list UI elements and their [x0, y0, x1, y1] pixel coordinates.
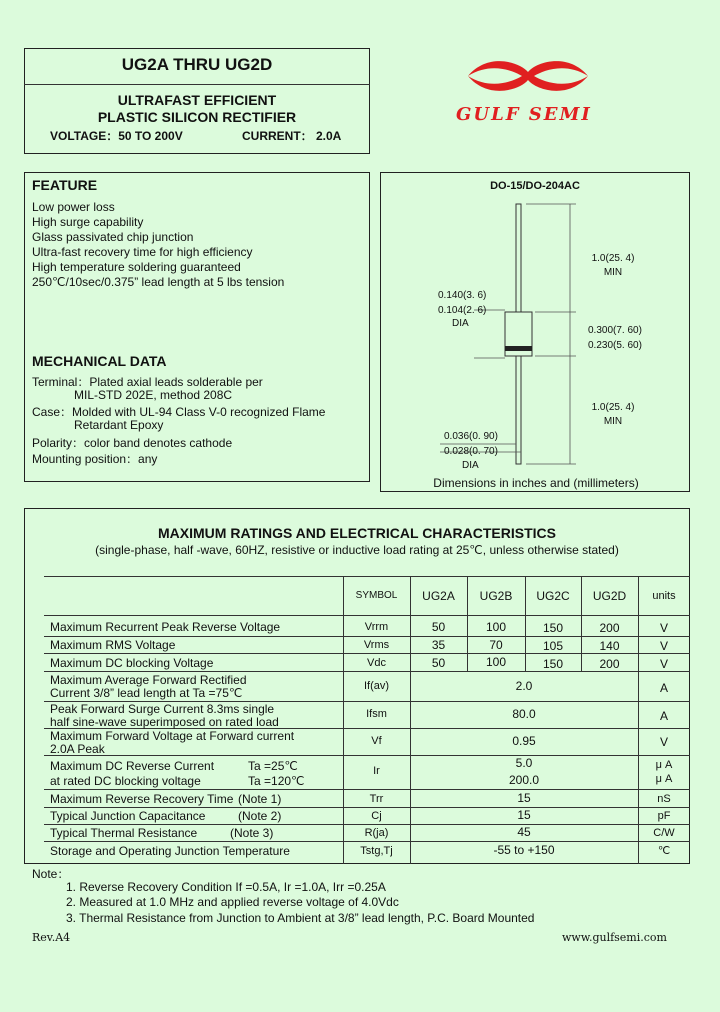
symbol-cell: Vrms — [363, 639, 390, 651]
lead-length-top-min: MIN — [603, 267, 623, 278]
notes-heading: Note： — [32, 867, 70, 881]
col-header-ug2d: UG2D — [592, 589, 627, 603]
note-item: 1. Reverse Recovery Condition If =0.5A, Ir =1.0A, Irr =0.25A — [66, 880, 386, 894]
param-label: half sine-wave superimposed on rated load — [50, 715, 279, 729]
symbol-cell: Trr — [369, 793, 384, 805]
ratings-title: MAXIMUM RATINGS AND ELECTRICAL CHARACTERISTICS — [158, 525, 556, 541]
gulf-semi-logo — [448, 54, 608, 106]
value-cell: 0.95 — [512, 734, 536, 748]
feature-item: High temperature soldering guaranteed — [32, 260, 241, 274]
revision-label: Rev.A4 — [32, 931, 71, 944]
col-header-units: units — [652, 590, 676, 602]
feature-item: High surge capability — [32, 215, 144, 229]
symbol-cell: Vf — [371, 735, 382, 747]
value-cell: 2.0 — [515, 679, 533, 693]
body-dia-max: 0.140(3. 6) — [438, 290, 487, 301]
value-cell: 80.0 — [512, 707, 536, 721]
param-condition: Ta =25℃ — [248, 759, 298, 773]
unit-cell: C/W — [653, 827, 675, 839]
body-len-min: 0.230(5. 60) — [588, 340, 642, 351]
lead-dia-label: DIA — [462, 460, 479, 471]
mech-heading: MECHANICAL DATA — [32, 353, 167, 369]
col-header-ug2c: UG2C — [536, 589, 570, 603]
value-cell: -55 to +150 — [493, 843, 555, 857]
lead-dia-max: 0.036(0. 90) — [444, 431, 498, 442]
col-header-ug2b: UG2B — [479, 589, 513, 603]
body-len-max: 0.300(7. 60) — [588, 325, 642, 336]
logo-text: GULF SEMI — [456, 104, 592, 125]
value-cell: 50 — [431, 656, 446, 670]
param-note: (Note 3) — [230, 826, 274, 840]
diode-outline-drawing — [380, 172, 690, 492]
package-name: DO-15/DO-204AC — [490, 180, 580, 192]
value-cell: 200 — [599, 621, 620, 635]
unit-cell: V — [659, 639, 668, 653]
symbol-cell: Vdc — [367, 657, 386, 669]
symbol-cell: If(av) — [363, 680, 390, 692]
param-label: Storage and Operating Junction Temperature — [50, 844, 290, 858]
unit-cell: ℃ — [657, 845, 671, 857]
param-label: Maximum DC Reverse Current — [50, 759, 215, 773]
unit-cell: pF — [657, 810, 671, 822]
param-label: Typical Thermal Resistance — [50, 826, 198, 840]
unit-cell: μ A — [655, 759, 673, 771]
mech-line: Polarity：color band denotes cathode — [32, 436, 233, 450]
body-dia-label: DIA — [452, 318, 469, 329]
website-link[interactable]: www.gulfsemi.com — [562, 931, 667, 944]
mech-line: MIL-STD 202E, method 208C — [74, 388, 233, 402]
unit-cell: nS — [657, 793, 671, 805]
param-label: Peak Forward Surge Current 8.3ms single — [50, 702, 275, 716]
param-label: Maximum RMS Voltage — [50, 638, 176, 652]
value-cell: 150 — [542, 621, 564, 635]
param-label: Maximum DC blocking Voltage — [50, 656, 214, 670]
param-note: (Note 2) — [238, 809, 282, 823]
value-cell: 150 — [542, 657, 564, 671]
param-label: Typical Junction Capacitance — [50, 809, 206, 823]
feature-item: Ultra-fast recovery time for high efficiency — [32, 245, 253, 259]
current-rating: CURRENT： 2.0A — [242, 129, 342, 143]
value-cell: 15 — [517, 791, 531, 805]
param-label: Maximum Recurrent Peak Reverse Voltage — [50, 620, 281, 634]
lead-length-top: 1.0(25. 4) — [591, 253, 635, 264]
mech-line: Terminal：Plated axial leads solderable per — [32, 375, 263, 389]
feature-item: Low power loss — [32, 200, 115, 214]
symbol-cell: Tstg,Tj — [360, 845, 393, 857]
voltage-rating: VOLTAGE：50 TO 200V — [50, 129, 183, 143]
symbol-cell: Ifsm — [366, 708, 387, 720]
mech-line: Case：Molded with UL-94 Class V-0 recognized Flame — [32, 405, 326, 419]
note-item: 2. Measured at 1.0 MHz and applied reverse voltage of 4.0Vdc — [66, 895, 399, 909]
param-label: at rated DC blocking voltage — [50, 774, 201, 788]
ratings-subtitle: (single-phase, half -wave, 60HZ, resistive or inductive load rating at 25℃, unless otherwise stated) — [95, 543, 619, 557]
unit-cell: V — [659, 621, 668, 635]
value-cell: 45 — [517, 825, 531, 839]
lead-length-bottom-min: MIN — [603, 416, 623, 427]
value-cell: 200 — [599, 657, 620, 671]
feature-heading: FEATURE — [32, 177, 98, 193]
unit-cell: μ A — [655, 773, 673, 785]
unit-cell: A — [659, 681, 668, 695]
param-label: Maximum Reverse Recovery Time — [50, 792, 234, 806]
symbol-cell: Ir — [373, 765, 380, 777]
param-condition: Ta =120℃ — [248, 774, 305, 788]
value-cell: 105 — [542, 639, 564, 653]
symbol-cell: Cj — [371, 810, 382, 822]
feature-item: 250℃/10sec/0.375” lead length at 5 lbs tension — [32, 275, 285, 289]
value-cell: 50 — [431, 620, 446, 634]
body-dia-min: 0.104(2. 6) — [438, 305, 487, 316]
note-item: 3. Thermal Resistance from Junction to Ambient at 3/8” lead length, P.C. Board Mounted — [66, 911, 535, 925]
col-header-symbol: SYMBOL — [355, 590, 398, 601]
subtitle-1: ULTRAFAST EFFICIENT — [117, 92, 277, 108]
value-cell: 100 — [485, 655, 507, 669]
lead-length-bottom: 1.0(25. 4) — [591, 402, 635, 413]
value-cell: 100 — [485, 620, 507, 634]
lead-dia-min: 0.028(0. 70) — [444, 446, 498, 457]
part-title: UG2A THRU UG2D — [121, 55, 273, 74]
value-cell: 35 — [431, 638, 446, 652]
symbol-cell: R(ja) — [364, 827, 389, 839]
mech-line: Retardant Epoxy — [74, 418, 164, 432]
feature-item: Glass passivated chip junction — [32, 230, 194, 244]
value-cell: 200.0 — [508, 773, 540, 787]
dimension-caption: Dimensions in inches and (millimeters) — [433, 476, 639, 490]
col-header-ug2a: UG2A — [422, 589, 455, 603]
value-cell: 5.0 — [515, 756, 533, 770]
param-label: Maximum Average Forward Rectified — [50, 673, 247, 687]
mech-line: Mounting position：any — [32, 452, 158, 466]
param-label: Current 3/8” lead length at Ta =75℃ — [50, 686, 243, 700]
param-label: Maximum Forward Voltage at Forward current — [50, 729, 295, 743]
symbol-cell: Vrrm — [364, 621, 389, 633]
param-label: 2.0A Peak — [50, 742, 105, 756]
unit-cell: A — [659, 709, 668, 723]
value-cell: 70 — [489, 638, 503, 652]
value-cell: 140 — [599, 639, 620, 653]
param-note: (Note 1) — [238, 792, 282, 806]
subtitle-2: PLASTIC SILICON RECTIFIER — [97, 109, 297, 125]
unit-cell: V — [659, 657, 668, 671]
unit-cell: V — [659, 735, 668, 749]
value-cell: 15 — [517, 808, 531, 822]
